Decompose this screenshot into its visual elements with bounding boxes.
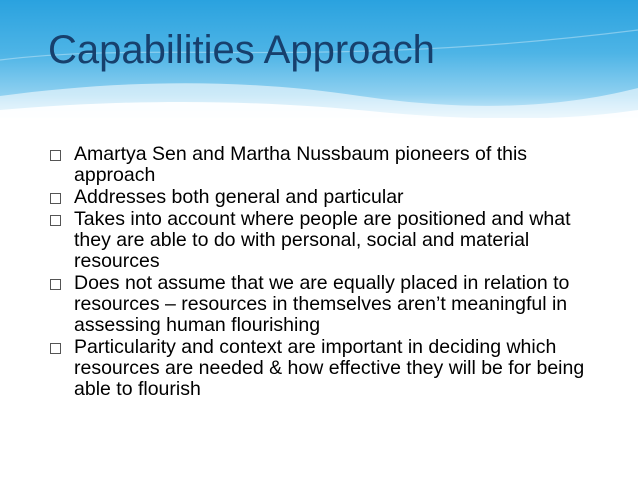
- bullet-list: [48, 144, 608, 401]
- square-bullet-icon: [50, 343, 61, 354]
- square-bullet-icon: [50, 150, 61, 161]
- bullet-text: Addresses both general and particular: [74, 186, 404, 208]
- square-bullet-icon: [50, 193, 61, 204]
- bullet-text: Does not assume that we are equally placed in relation to resources – resources in themselves aren’t meaningful in assessing human flourishing: [74, 272, 570, 336]
- bullet-item: [48, 209, 608, 272]
- bullet-item: [48, 187, 608, 208]
- bullet-item: [48, 144, 608, 186]
- bullet-text: Takes into account where people are positioned and what they are able to do with personal, social and material resources: [74, 208, 571, 272]
- bullet-item: [48, 273, 608, 336]
- bullet-text: Particularity and context are important in deciding which resources are needed & how effective they will be for being able to flourish: [74, 336, 585, 400]
- bullet-item: [48, 337, 608, 400]
- slide-title: Capabilities Approach: [48, 28, 435, 72]
- bullet-text: Amartya Sen and Martha Nussbaum pioneers of this approach: [74, 143, 528, 186]
- header-banner: [0, 0, 638, 118]
- square-bullet-icon: [50, 279, 61, 290]
- square-bullet-icon: [50, 215, 61, 226]
